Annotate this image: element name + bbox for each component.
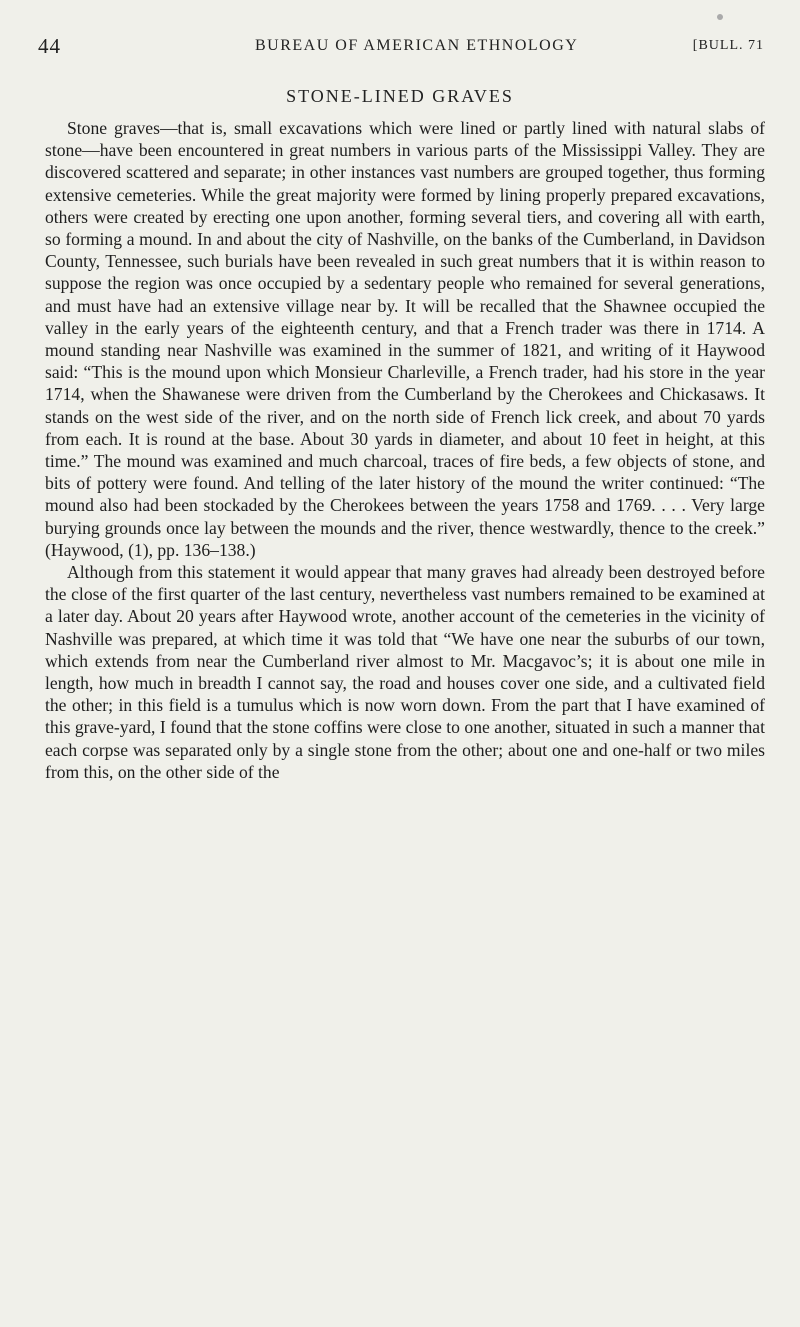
paragraph: Although from this statement it would appear that many graves had already been destroyed before the close of the first quarter of the last century, nevertheless vast numbers remained to be examined at a later day. About 20 years after Haywood wrote, another account of the cemeteries in the vicinity of Nashville was prepared, at which time it was told that “We have one near the suburbs of our town, which extends from near the Cumberland river almost to Mr. Macgavoc’s; it is about one mile in length, how much in breadth I cannot say, the road and houses cover one side, and a cultivated field the other; in this field is a tumulus which is now worn down. From the part that I have examined of this grave-yard, I found that the stone coffins were close to one another, situated in such a manner that each corpse was separated only by a single stone from the other; about one and one-half or two miles from this, on the other side of the [45, 562, 765, 782]
page-number: 44 [38, 34, 61, 58]
bulletin-reference: [BULL. 71 [692, 38, 764, 53]
body-text [45, 117, 765, 783]
running-title: BUREAU OF AMERICAN ETHNOLOGY [255, 37, 579, 54]
paragraph: Stone graves—that is, small excavations which were lined or partly lined with natural slabs of stone—have been encountered in great numbers in various parts of the Mississippi Valley. They are discovered scattered and separate; in other instances vast numbers are grouped together, thus forming extensive cemeteries. While the great majority were formed by lining properly prepared excavations, others were created by erecting one upon another, forming several tiers, and covering all with earth, so forming a mound. In and about the city of Nashville, on the banks of the Cumberland, in Davidson County, Tennessee, such burials have been revealed in such great numbers that it is within reason to suppose the region was once occupied by a sedentary people who remained for several generations, and must have had an extensive village near by. It will be recalled that the Shawnee occupied the valley in the early years of the eighteenth century, and that a French trader was there in 1714. A mound standing near Nashville was examined in the summer of 1821, and writing of it Haywood said: “This is the mound upon which Monsieur Charleville, a French trader, had his store in the year 1714, when the Shawanese were driven from the Cumberland by the Cherokees and Chickasaws. It stands on the west side of the river, and on the north side of French lick creek, and about 70 yards from each. It is round at the base. About 30 yards in diameter, and about 10 feet in height, at this time.” The mound was examined and much charcoal, traces of fire beds, a few objects of stone, and bits of pottery were found. And telling of the later history of the mound the writer continued: “The mound also had been stockaded by the Cherokees between the years 1758 and 1769. . . . Very large burying grounds once lay between the mounds and the river, thence westwardly, thence to the creek.” (Haywood, (1), pp. 136–138.) [45, 118, 765, 560]
printing-mark [717, 14, 723, 20]
section-title: STONE-LINED GRAVES [286, 86, 514, 106]
running-head [38, 34, 764, 64]
